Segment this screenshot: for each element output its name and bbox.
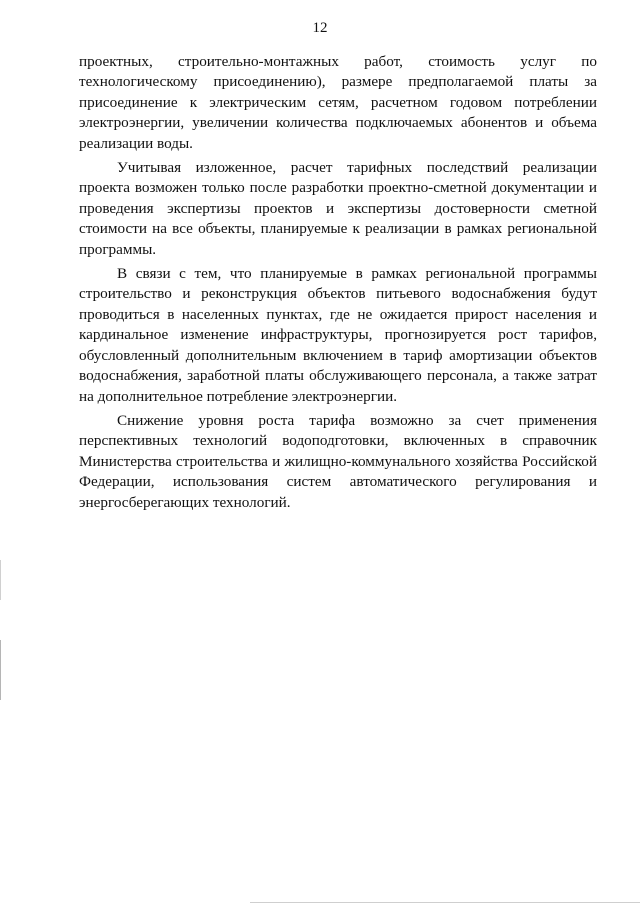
scan-artifact-line	[250, 902, 640, 903]
paragraph-tariff-reduction: Снижение уровня роста тарифа возможно за счет применения перспективных технологий водоподготовки, включенных в справочник Министерства строительства и жилищно-коммунального хозяйства Российской Федерации, использования систем автоматического регулирования и энергосберегающих технологий.	[79, 411, 597, 511]
page-number: 12	[312, 20, 328, 36]
document-body	[79, 52, 597, 513]
paragraph-tariff-growth: В связи с тем, что планируемые в рамках региональной программы строительство и реконструкция объектов питьевого водоснабжения будут проводиться в населенных пунктах, где не ожидается прирост населения и кардинальное изменение инфраструктуры, прогнозируется рост тарифов, обусловленный дополнительным включением в тариф амортизации объектов водоснабжения, заработной платы обслуживающего персонала, а также затрат на дополнительное потребление электроэнергии.	[79, 265, 597, 405]
scan-artifact-line	[0, 560, 1, 600]
scan-artifact-line	[0, 640, 1, 700]
paragraph-continuation: проектных, строительно-монтажных работ, стоимость услуг по технологическому присоединению), размере предполагаемой платы за присоединение к электрическим сетям, расчетном годовом потреблении электроэнергии, увеличении количества подключаемых абонентов и объема реализации воды.	[79, 53, 597, 152]
paragraph-tariff-consequences: Учитывая изложенное, расчет тарифных последствий реализации проекта возможен только после разработки проектно-сметной документации и проведения экспертизы проектов и экспертизы достоверности сметной стоимости на все объекты, планируемые к реализации в рамках региональной программы.	[79, 159, 597, 258]
